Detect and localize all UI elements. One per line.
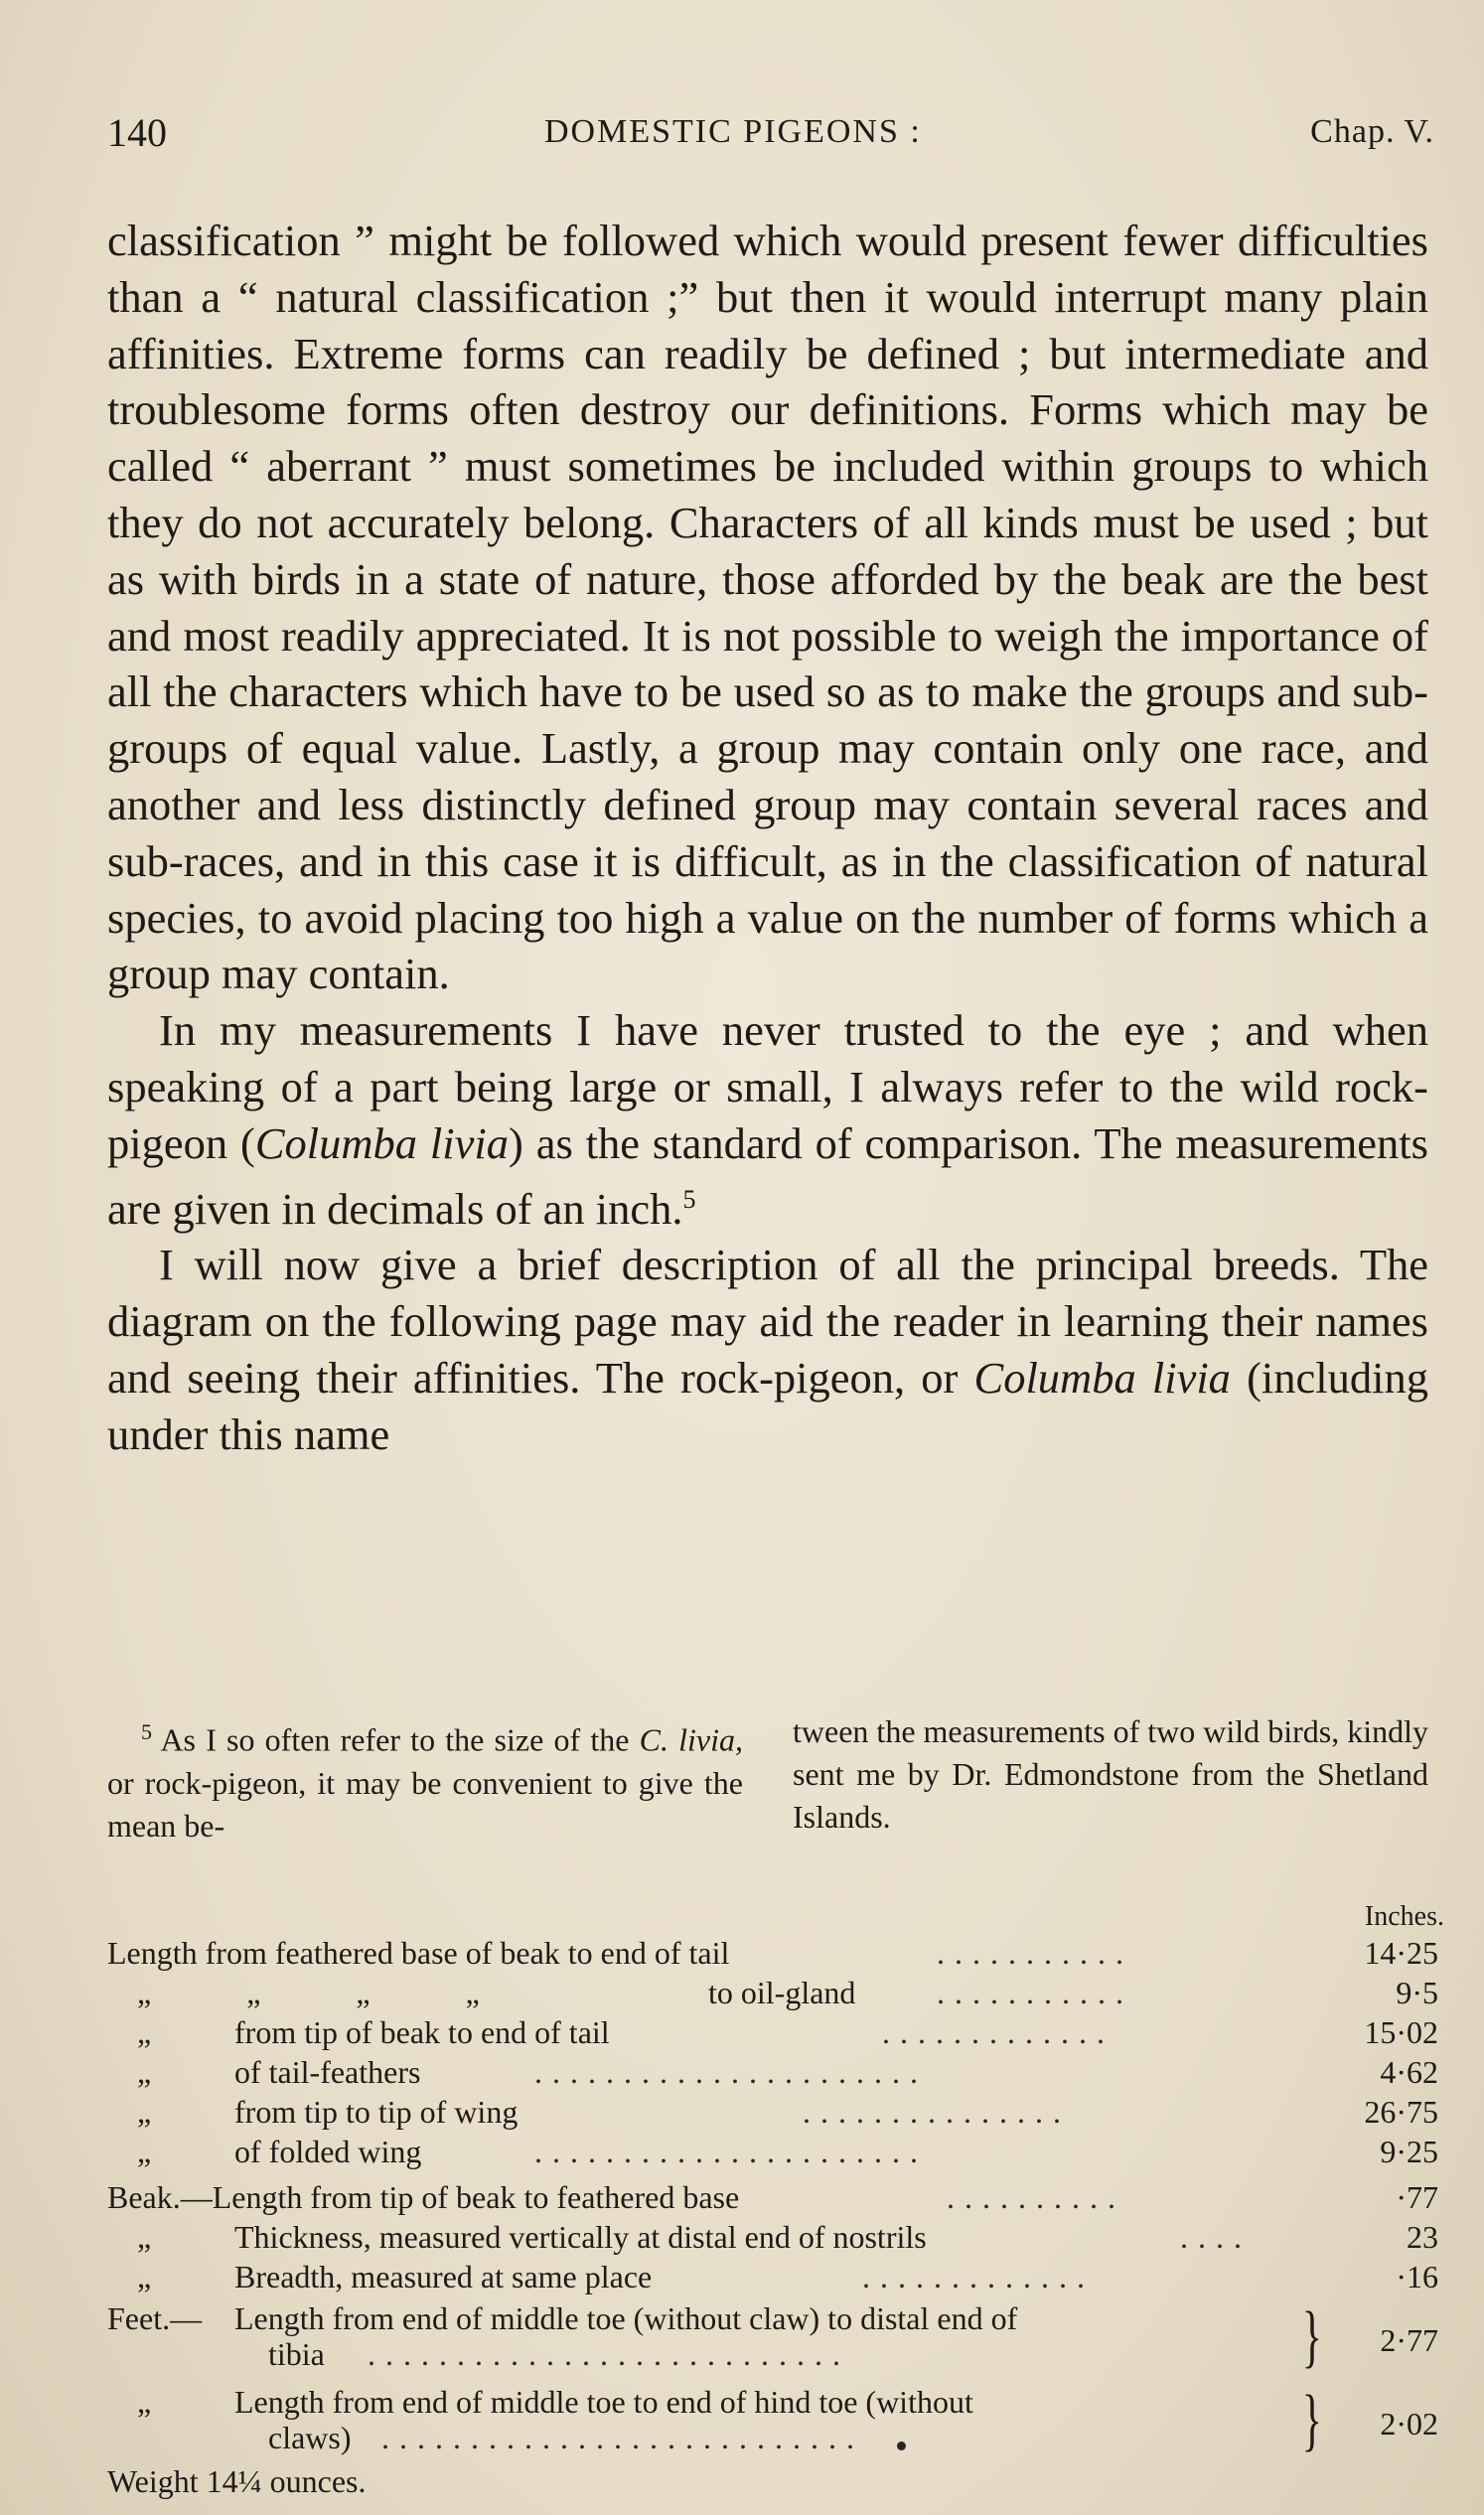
footnote-mark: 5 bbox=[141, 1719, 152, 1744]
leader-dots: ........... bbox=[937, 1935, 1133, 1971]
leader-dots: ........................... bbox=[368, 2336, 850, 2372]
paragraph-3: I will now give a brief description of all the principal breeds. The diagram on the following page may aid the reader in learning their names and seeing their affinities. The rock-pigeon, or Columba livia (including under this name bbox=[107, 1240, 1428, 1459]
table-row: „ of folded wing ...................... 9·25 bbox=[137, 2134, 1438, 2169]
paragraph-1: classification ” might be followed which would present fewer difficulties than a “ natural classification ;” but then it would interrupt many plain affinities. Extreme forms can readily be defined ; but intermediate and troublesome forms often destroy our definitions. Forms which may be called “ aberrant ” must sometimes be included within groups to which they do not accurately belong. Characters of all kinds must be used ; but as with birds in a state of nature, those afforded by the beak are the best and most readily appreciated. It is not possible to weigh the importance of all the characters which have to be used so as to make the groups and sub-groups of equal value. Lastly, a group may contain only one race, and another and less distinctly defined group may contain several races and sub-races, and in this case it is difficult, as in the classification of natural species, to avoid placing too high a value on the number of forms which a group may contain. bbox=[107, 216, 1428, 999]
brace: } bbox=[1302, 2298, 1323, 2375]
table-row: „ „ „ „ to oil-gland ........... 9·5 bbox=[137, 1975, 1438, 2010]
body-text bbox=[107, 213, 1428, 1462]
leader-dots: ............. bbox=[862, 2259, 1095, 2294]
leader-dots: .... bbox=[1180, 2219, 1252, 2255]
table-value: 2·77 bbox=[1380, 2322, 1438, 2358]
footnote-reference: 5 bbox=[682, 1184, 696, 1214]
leader-dots: ...................... bbox=[534, 2134, 928, 2169]
leader-dots: ............... bbox=[803, 2094, 1071, 2130]
table-row: „ Length from end of middle toe to end of hind toe (without bbox=[137, 2384, 973, 2420]
running-title: DOMESTIC PIGEONS : bbox=[544, 113, 922, 150]
leader-dots: ...................... bbox=[534, 2054, 928, 2090]
running-header bbox=[107, 109, 1434, 169]
paragraph-2: In my measurements I have never trusted to the eye ; and when speaking of a part being large or small, I always refer to the wild rock-pigeon (Columba livia) as the standard of comparison. The measurements are given in decimals of an inch.$^5$ bbox=[107, 1005, 1428, 1234]
ink-speck bbox=[897, 2441, 906, 2450]
table-row: „ of tail-feathers ...................... 4·62 bbox=[137, 2054, 1438, 2090]
table-value: 2·02 bbox=[1380, 2406, 1438, 2441]
species-name: Columba livia bbox=[254, 1117, 509, 1168]
footnote-column-left: $^5$ As I so often refer to the size of the C. livia, or rock-pigeon, it may be convenient to give the mean be- bbox=[107, 1719, 744, 1844]
leader-dots: .......... bbox=[947, 2179, 1125, 2215]
leader-dots: ........... bbox=[937, 1975, 1133, 2010]
weight-line: Weight 14¼ ounces. bbox=[107, 2463, 367, 2499]
units-heading: Inches. bbox=[1364, 1901, 1444, 1932]
book-page bbox=[107, 109, 1444, 2499]
chapter-label: Chap. V. bbox=[1310, 113, 1434, 150]
table-row: „ Thickness, measured vertically at distal end of nostrils .... 23 bbox=[137, 2219, 1438, 2255]
table-row: Beak.—Length from tip of beak to feathered base .......... ·77 bbox=[107, 2179, 1438, 2215]
table-row: „ Breadth, measured at same place ............. ·16 bbox=[137, 2259, 1438, 2294]
table-row: „ from tip of beak to end of tail ............. 15·02 bbox=[137, 2014, 1438, 2050]
brace: } bbox=[1302, 2382, 1323, 2458]
table-row: tibia ........................... bbox=[107, 2336, 1438, 2376]
leader-dots: ............. bbox=[882, 2014, 1114, 2050]
table-row: „ from tip to tip of wing ............... 26·75 bbox=[137, 2094, 1438, 2130]
table-row: claws) ........................... bbox=[107, 2420, 1438, 2459]
page-number: 140 bbox=[107, 110, 167, 155]
leader-dots: ........................... bbox=[381, 2420, 864, 2455]
species-name: Columba livia bbox=[973, 1352, 1231, 1403]
table-row: Feet.— Length from end of middle toe (without claw) to distal end of bbox=[107, 2300, 1018, 2336]
table-row: Length from feathered base of beak to end of tail ........... 14·25 bbox=[107, 1935, 1438, 1971]
footnote-column-right: tween the measurements of two wild birds, kindly sent me by Dr. Edmondstone from the Shetland Islands. bbox=[793, 1713, 1428, 1835]
